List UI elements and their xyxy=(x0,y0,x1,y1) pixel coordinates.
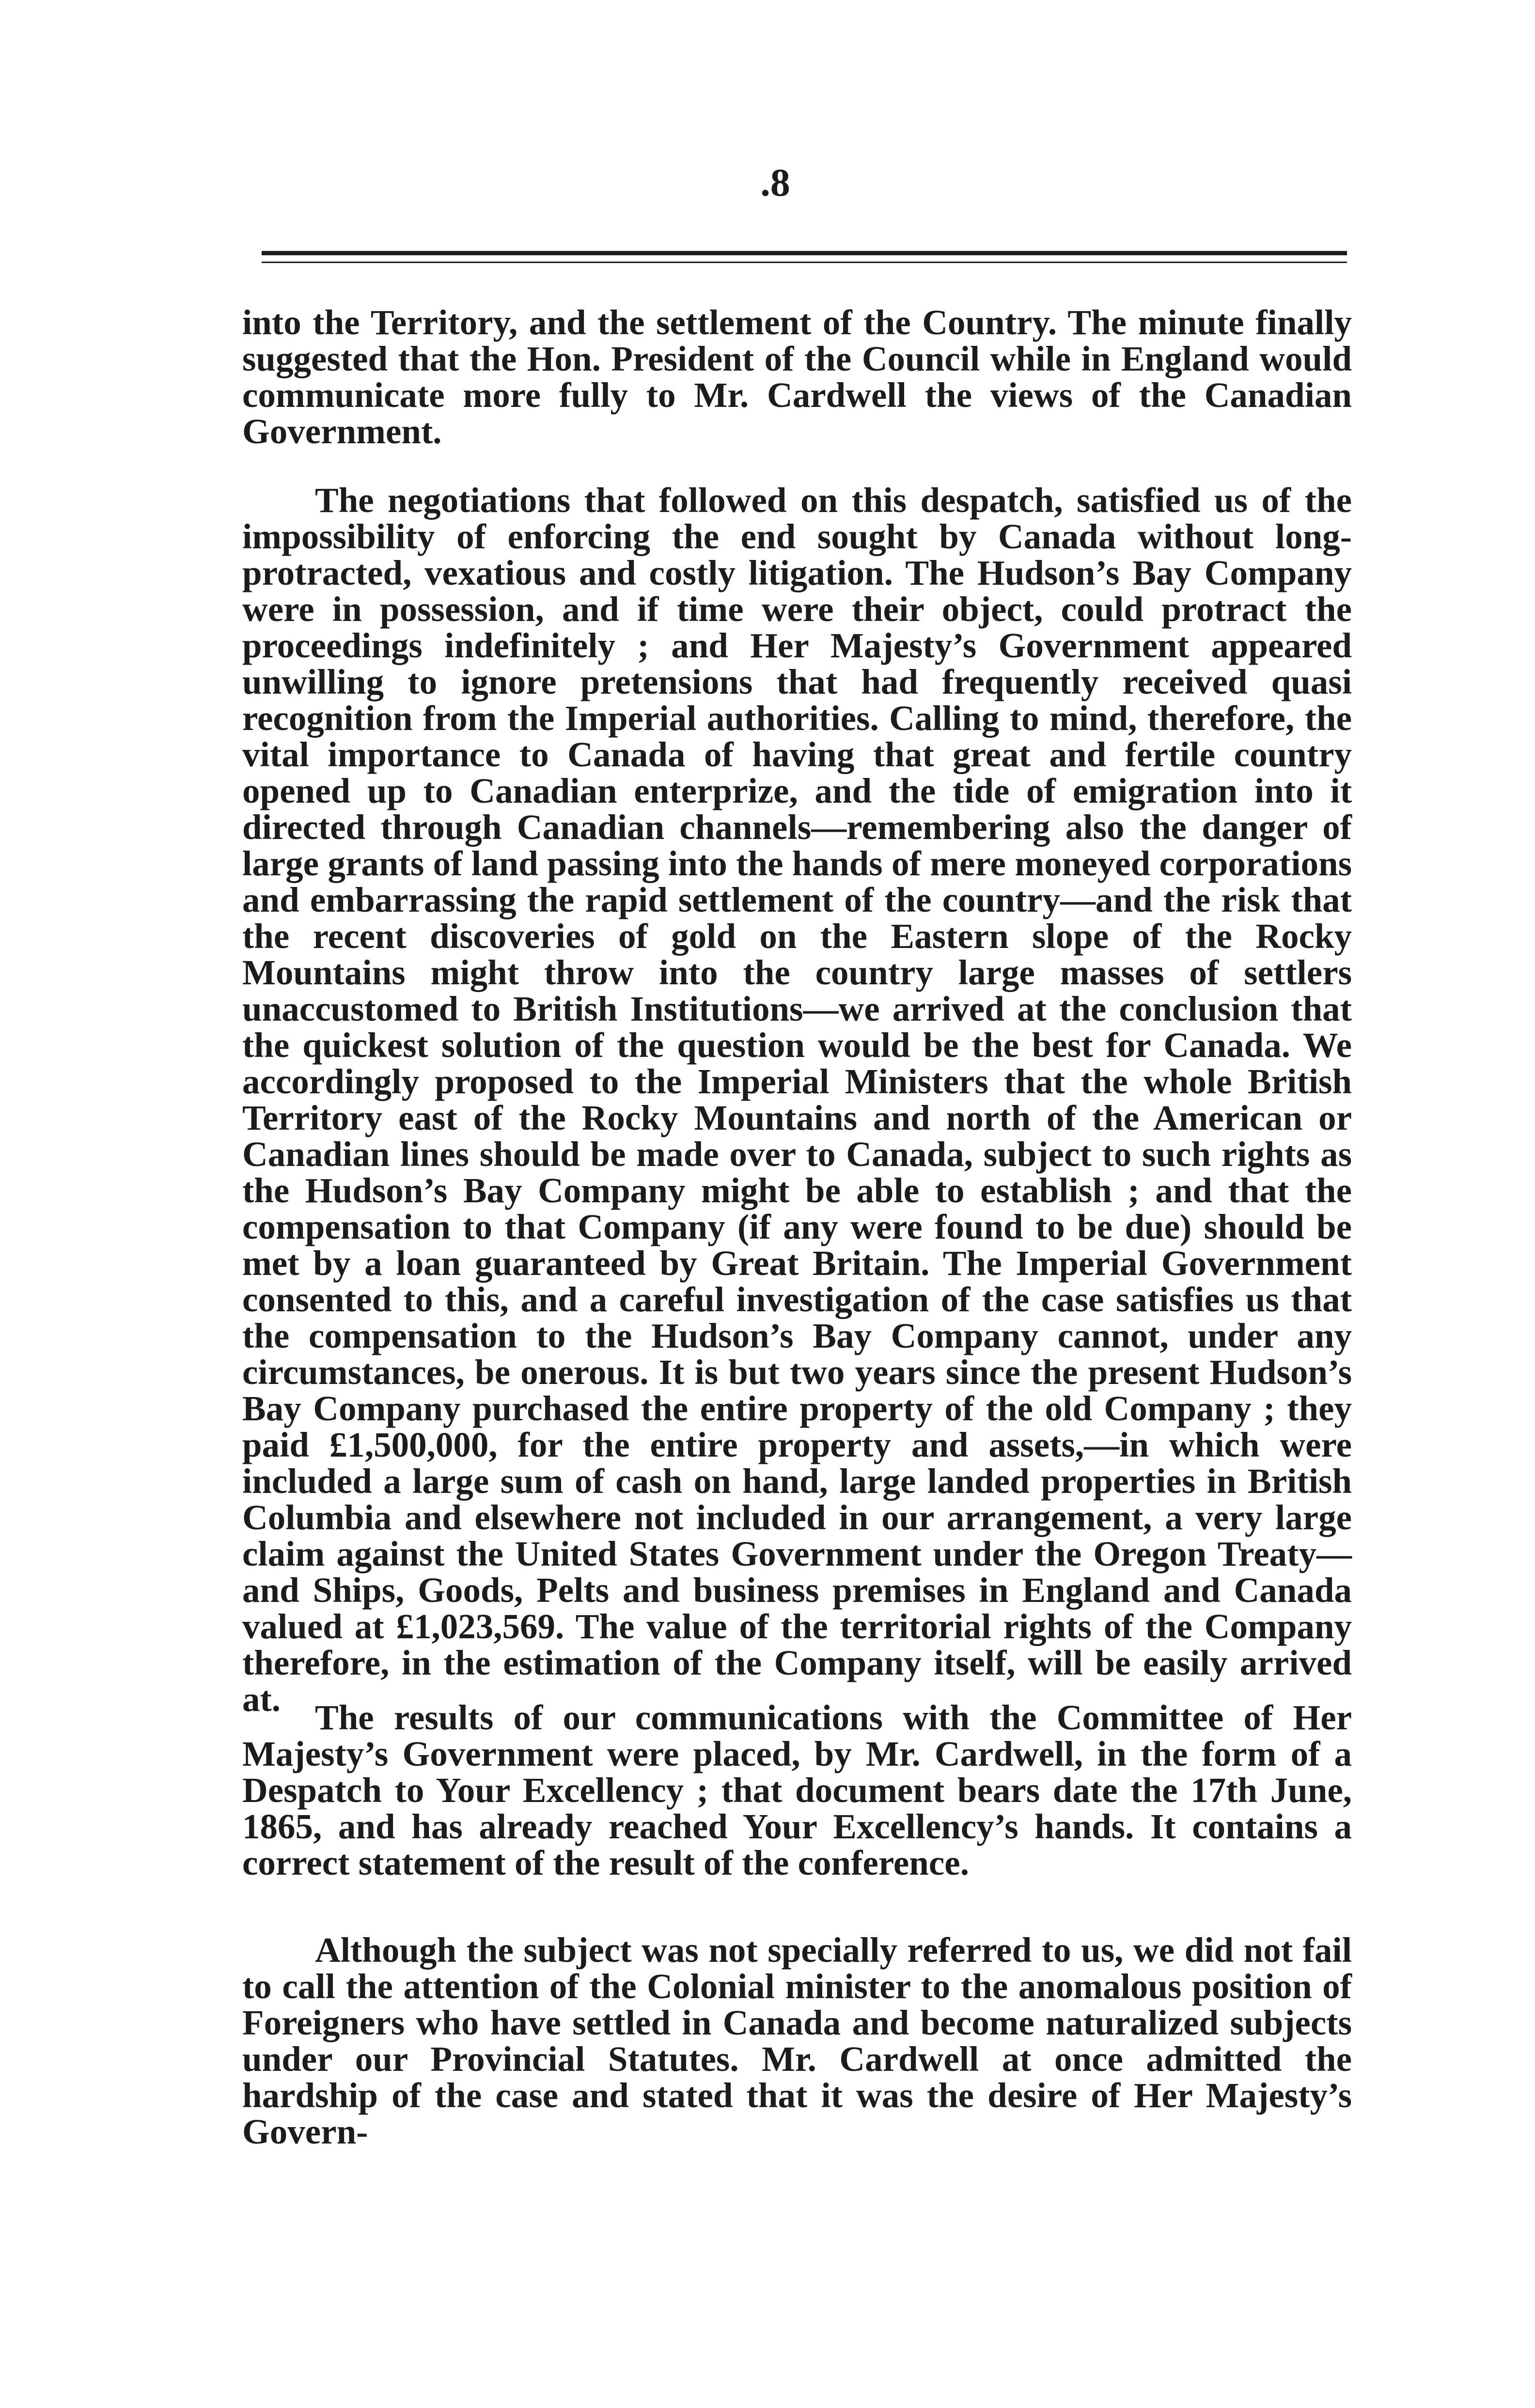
paragraph-foreigners: Although the subject was not specially referred to us, we did not fail to call the attention of the Colonial minister to the anomalous position of Foreigners who have settled in Canada and become naturalized subjects under our Provincial Statutes. Mr. Cardwell at once admitted the hardship of the case and stated that it was the desire of Her Majesty’s Govern- xyxy=(242,1930,1352,2151)
page-number: .8 xyxy=(760,160,790,204)
header-rule-thick xyxy=(262,251,1347,255)
paragraph-continuation: into the Territory, and the settlement of the Country. The minute finally suggested that the Hon. President of the Council while in England would communicate more fully to Mr. Cardwell the views of the Canadian Government. xyxy=(242,303,1352,451)
paragraph-results: The results of our communications with the Committee of Her Majesty’s Government were placed, by Mr. Cardwell, in the form of a Despatch to Your Excellency ; that document bears date the 17th June, 1865, and has already reached Your Excellency’s hands. It contains a correct statement of the result of the conference. xyxy=(242,1698,1352,1882)
header-rule-thin xyxy=(262,262,1347,263)
paragraph-negotiations: The negotiations that followed on this despatch, satisfied us of the impossibility of enforcing the end sought by Canada without long-protracted, vexatious and costly litigation. The Hudson’s Bay Company were in possession, and if time were their object, could protract the proceedings indefinitely ; and Her Majesty’s Government appeared unwilling to ignore pretensions that had frequently received quasi recognition from the Imperial authorities. Calling to mind, therefore, the vital importance to Canada of having that great and fertile country opened up to Canadian enterprize, and the tide of emigration into it directed through Canadian channels—remembering also the danger of large grants of land passing into the hands of mere moneyed corporations and embarrassing the rapid settlement of the country—and the risk that the recent discoveries of gold on the Eastern slope of the Rocky Mountains might throw into the country large masses of settlers unaccustomed to British Institutions—we arrived at the conclusion that the quickest solution of the question would be the best for Canada. We accordingly proposed to the Imperial Ministers that the whole British Territory east of the Rocky Mountains and north of the American or Canadian lines should be made over to Canada, subject to such rights as the Hudson’s Bay Company might be able to establish ; and that the compensation to that Company (if any were found to be due) should be met by a loan guaranteed by Great Britain. The Imperial Government consented to this, and a careful investigation of the case satisfies us that the compensation to the Hudson’s Bay Company cannot, under any circumstances, be onerous. It is but two years since the present Hudson’s Bay Company purchased the entire property of the old Company ; they paid £1,500,000, for the entire property and assets,—in which were included a large sum of cash on hand, large landed properties in British Columbia and elsewhere not included in our arrangement, a very large claim against the United States Government under the Oregon Treaty—and Ships, Goods, Pelts and business premises in England and Canada valued at £1,023,569. The value of the territorial rights of the Company therefore, in the estimation of the Company itself, will be easily arrived at. xyxy=(242,481,1352,1719)
